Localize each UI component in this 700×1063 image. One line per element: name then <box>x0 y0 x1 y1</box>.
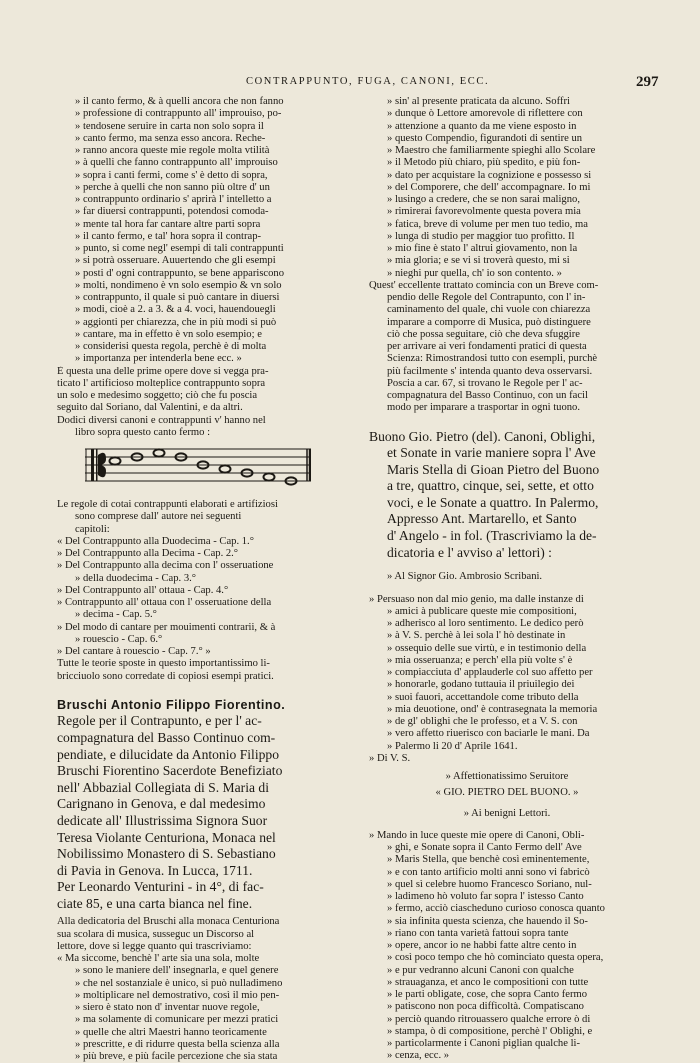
chapter-item: » rouescio - Cap. 6.° <box>75 633 163 645</box>
text-line: » fatica, breve di volume per men tuo tedio, ma <box>387 218 588 230</box>
left-commentary-paragraph <box>57 366 357 440</box>
text-line: lettore, dove si legge quanto qui trascriviamo: <box>57 940 252 952</box>
text-line: un solo e medesimo soggetto; ciò che fu poscia <box>57 390 258 401</box>
text-line: » à V. S. perchè à lei sola l' hò destinate in <box>387 630 566 642</box>
entry-line: Carignano in Genova, e dal medesimo <box>57 796 266 812</box>
text-line: per arrivare ai veri fondamenti pratici di questa <box>387 341 587 352</box>
text-line: modo per imparare a trasportar in ogni tuono. <box>387 402 580 414</box>
text-line: » questo Compendio, figurandoti di sentire un <box>387 132 583 144</box>
text-line: » il canto fermo, e tal' hora sopra il contrap- <box>75 230 262 242</box>
signature-line: « GIO. PIETRO DEL BUONO. » <box>435 787 579 799</box>
text-line: » che nel sostanziale è unico, si può nulladimeno <box>75 977 283 989</box>
text-line: Tutte le teorie sposte in questo importantissimo li- <box>57 658 270 670</box>
text-line: » tendosene seruire in carta non solo sopra il <box>75 120 264 132</box>
text-line: » perciò quando ritrouassero qualche errore ò di <box>387 1013 591 1025</box>
text-line: » il canto fermo, & à quelli ancora che non fanno <box>75 96 284 107</box>
text-line: » lusingo a credere, che se non sarai maligno, <box>387 194 580 205</box>
text-line: » quel sì celebre huomo Francesco Soriano, nul- <box>387 878 592 890</box>
text-line: Scienza: Rimostrandosi tutto con esempli, purchè <box>387 353 598 365</box>
text-line: » quelle che altri Maestri hanno teoricamente <box>75 1026 267 1038</box>
text-line: » dunque ò Lettore amorevole di riflettere con <box>387 108 583 120</box>
text-line: sua scolara di musica, susseguc un Discorso al <box>57 928 255 940</box>
text-line: » ma solamente di comunicare per mezzi pratici <box>75 1014 279 1026</box>
text-line: » ranno ancora queste mie regole molta vtilità <box>75 145 270 156</box>
entry-line: voci, e le Sonate a quattro. In Palermo, <box>387 494 599 510</box>
text-line: » Di V. S. <box>369 752 411 764</box>
text-line: » adherisco al loro sentimento. Le dedico però <box>387 618 584 629</box>
text-line: » e pur vedranno alcuni Canoni con qualche <box>387 964 574 976</box>
text-line: » si potrà osseruare. Auuertendo che gli esempi <box>75 255 276 267</box>
chapter-item: » Del Contrappunto all' ottaua - Cap. 4.° <box>57 584 229 596</box>
text-line: » aggionti per chiarezza, che in più modi si può <box>75 316 277 328</box>
text-line: » Maris Stella, que benchè così eminentemente, <box>387 854 590 866</box>
text-line: » contrappunto ordinario s' aprirà l' intelletto a <box>75 194 272 205</box>
salutation-readers: » Ai benigni Lettori. <box>463 807 551 819</box>
right-column <box>369 96 645 1063</box>
buono-readers-letter <box>369 830 645 1063</box>
whole-note <box>154 449 165 456</box>
text-line: » particolarmente i Canoni piglian qualche li- <box>387 1038 580 1049</box>
text-line: Alla dedicatoria del Bruschi alla monaca Centuriona <box>57 916 280 928</box>
text-line: » molti, nondimeno è vn solo esempio & vn solo <box>75 279 282 291</box>
text-line: » professione di contrappunto all' improuiso, po- <box>75 108 282 120</box>
text-line: » fermo, acciò ciascheduno curioso conosca quanto <box>387 903 605 915</box>
text-line: » lunga di studio per maggior tuo profitto. Il <box>387 230 575 242</box>
text-line: » il Metodo più chiaro, più spedito, e più fon- <box>387 157 581 169</box>
text-line: » rimirerai favorevolmente questa povera mia <box>387 206 581 218</box>
right-quote-bruschi-continued <box>369 96 645 280</box>
entry-line: Nobilissimo Monastero di S. Sebastiano <box>57 846 276 862</box>
text-line: » far diuersi contrappunti, potendosi comoda- <box>75 206 269 218</box>
text-line: » così poco tempo che hò cominciato questa opera, <box>387 952 604 964</box>
left-rules-paragraph <box>57 499 357 536</box>
entry-bruschi <box>57 697 357 913</box>
text-line: » patiscono non poca difficoltà. Compatiscano <box>387 1001 584 1013</box>
entry-line: Teresa Violante Centuriona, Monaca nel <box>57 829 276 845</box>
text-line: » strauaganza, et anco le compositioni con tutte <box>387 976 589 988</box>
page-number: 297 <box>636 74 659 90</box>
entry-line: dedicate all' Illustrissima Signora Suor <box>57 812 268 828</box>
text-line: » mio fine è stato l' altrui giovamento, non la <box>387 243 578 254</box>
letter-closing <box>369 753 645 800</box>
text-line: » sin' al presente praticata da alcuno. Soffri <box>387 96 570 107</box>
chapter-item: « Del Contrappunto alla Duodecima - Cap. 1.° <box>57 535 254 547</box>
text-line: » ladimeno hò voluto far sopra l' istesso Canto <box>387 891 584 902</box>
text-line: » amici à publicare queste mie compositioni, <box>387 605 577 617</box>
right-commentary-paragraph <box>369 280 645 415</box>
text-line: » sopra i canti fermi, come s' è detto di sopra, <box>75 169 268 181</box>
text-line: » cantare, ma in effetto è vn solo esempio; e <box>75 328 262 340</box>
text-line: imparare a comporre di Musica, può distinguere <box>387 316 591 328</box>
entry-line: a tre, quattro, cinque, sei, sette, et otto <box>387 478 594 494</box>
entry-line: Bruschi Fiorentino Sacerdote Benefiziato <box>57 763 283 779</box>
entry-line: nell' Abbazial Collegiata di S. Maria di <box>57 779 269 795</box>
left-theory-paragraph <box>57 658 357 683</box>
text-line: » mia gloria; e se vi si troverà questo, mi si <box>387 255 570 267</box>
chapter-item: » decima - Cap. 5.° <box>75 609 157 621</box>
page-header <box>0 76 700 96</box>
chapter-item: » Del cantare à rouescio - Cap. 7.° » <box>57 646 211 657</box>
text-line: » modi, cioè a 2. a 3. & a 4. voci, hauendouegli <box>75 304 276 316</box>
text-line: » nieghi pur quella, ch' io son contento. » <box>387 267 562 279</box>
entry-line: dicatoria e l' avviso a' lettori) : <box>387 544 552 560</box>
text-line: È questa una delle prime opere dove si vegga pra- <box>57 365 269 377</box>
text-line: » Palermo li 20 d' Aprile 1641. <box>387 740 518 752</box>
entry-heading: Buono Gio. Pietro (del). Canoni, Oblighi, <box>369 428 596 444</box>
text-line: compagnatura del Basso Continuo, con un facil <box>387 390 588 401</box>
chapter-item: » della duodecima - Cap. 3.° <box>75 572 197 584</box>
text-line: caminamento del quale, chi vuole con chiarezza <box>387 304 591 316</box>
text-line: « Ma siccome, benchè l' arte sia una sola, molte <box>57 953 260 965</box>
text-line: » attenzione a quanto da me viene esposto in <box>387 120 577 132</box>
text-line: » e con tanto artificio molti anni sono vi fabricò <box>387 866 590 878</box>
text-line: » sia infinita questa scienza, che hauendo il So- <box>387 915 588 927</box>
text-line: » punto, si come negl' esempi di tali contrappunti <box>75 243 284 254</box>
text-line: » moltiplicare nel demostrativo, così il mio pen- <box>75 989 280 1001</box>
chapter-item: » Del Contrappunto alla Decima - Cap. 2.° <box>57 548 239 559</box>
text-line: » honorarle, godano tuttauia il priuilegio dei <box>387 679 575 691</box>
whole-note <box>220 465 231 472</box>
entry-line: Appresso Ant. Martarello, et Santo <box>387 511 577 527</box>
text-line: sono comprese dall' autore nei seguenti <box>75 511 242 523</box>
salutation-scribani: » Al Signor Gio. Ambrosio Scribani. <box>387 571 543 583</box>
text-line: Dodici diversi canoni e contrappunti v' hanno nel <box>57 414 266 426</box>
text-line: » opere, ancor io ne habbi fatte altre cento in <box>387 940 577 951</box>
text-line: Poscia a car. 67, si trovano le Regole per l' ac- <box>387 377 583 389</box>
left-quote-bruschi-continued <box>57 96 357 366</box>
text-line: » Mando in luce queste mie opere di Canoni, Obli- <box>369 829 585 841</box>
text-line: » cenza, ecc. » <box>387 1050 450 1062</box>
entry-line: ciate 85, e una carta bianca nel fine. <box>57 895 253 911</box>
text-line: libro sopra questo canto fermo : <box>75 426 211 438</box>
text-line: » importanza per intenderla bene ecc. » <box>75 353 242 365</box>
text-line: » dato per acquistare la cognizione e possesso si <box>387 169 592 181</box>
text-line: » compiacciuta d' applauderle col suo affetto per <box>387 667 593 678</box>
text-line: seguito dal Soriano, dal Valentini, e da altri. <box>57 402 243 414</box>
entry-line: Regole per il Contrapunto, e per l' ac- <box>57 713 262 729</box>
text-line: » mia deuotione, ond' è contrasegnata la memoria <box>387 703 598 715</box>
text-line: » sono le maniere dell' insegnarla, e quel genere <box>75 965 279 977</box>
text-line: capitoli: <box>75 523 110 535</box>
text-line: » del Comporere, che dell' accompagnare. Io mi <box>387 181 591 193</box>
text-line: » prescritte, e di ridurre questa bella scienza alla <box>75 1038 280 1050</box>
entry-line: compagnatura del Basso Continuo com- <box>57 729 276 745</box>
text-line: » contrappunto, il quale si può cantare in diuersi <box>75 292 280 303</box>
text-line: » suoi fauori, accettandole come tributo della <box>387 691 579 703</box>
chapter-item: » Del modo di cantare per mouimenti contrarii, & à <box>57 621 276 633</box>
buono-dedication-letter <box>369 594 645 753</box>
text-line: » ghi, e Sonate sopra il Canto Fermo dell' Ave <box>387 842 582 853</box>
text-line: ciò che possa seguitare, ciò che deva sfuggire <box>387 328 580 340</box>
text-line: » posti d' ogni contrappunto, se bene appariscono <box>75 267 285 279</box>
text-line: » ossequio delle sue virtù, e in testimonio della <box>387 642 587 654</box>
text-line: » mia osseruanza; e perch' ella più volte s' è <box>387 654 573 666</box>
entry-line: et Sonate in varie maniere sopra l' Ave <box>387 445 596 461</box>
text-line: » Affettionatissimo Seruitore <box>445 771 569 782</box>
text-line: » à quelli che fanno contrappunto all' improuiso <box>75 157 278 169</box>
left-column <box>57 96 357 1063</box>
entry-line: pendiate, e dilucidate da Antonio Filippo <box>57 746 279 762</box>
text-line: pendio delle Regole del Contrapunto, con l' in- <box>387 292 586 303</box>
chapter-item: » Del Contrappunto alla decima con l' osseruatione <box>57 560 274 572</box>
text-line: » considerisi questa regola, perchè è di molta <box>75 341 267 352</box>
running-title: CONTRAPPUNTO, FUGA, CANONI, ECC. <box>246 76 490 87</box>
text-line: » Maestro che familiarmente spieghi allo Scolare <box>387 145 596 156</box>
text-line: ticato l' artificioso molteplice contrappunto sopra <box>57 377 266 389</box>
text-line: più facilmente s' intenda quanto deva osservarsi. <box>387 365 593 377</box>
text-line: Quest' eccellente trattato comincia con un Breve com- <box>369 279 599 291</box>
text-line: » perche à quelli che non sanno più oltre d' un <box>75 181 270 193</box>
entry-line: di Pavia in Genova. In Lucca, 1711. <box>57 862 253 878</box>
bruschi-dedication-paragraph <box>57 916 357 1063</box>
entry-line: Per Leonardo Venturini - in 4°, di fac- <box>57 879 264 895</box>
text-line: Le regole di cotai contrappunti elaborati e artifiziosi <box>57 499 278 510</box>
music-staff-canto-fermo <box>85 443 311 493</box>
text-line: » più breve, e più facile percezione che sia stata <box>75 1051 278 1063</box>
entry-heading: Bruschi Antonio Filippo Fiorentino. <box>57 697 286 712</box>
text-line: » de gl' oblighi che le professo, et a V. S. con <box>387 716 578 727</box>
text-line: » le parti obligate, cose, che sopra Canto fermo <box>387 989 588 1000</box>
entry-buono <box>369 429 645 562</box>
entry-line: Maris Stella di Gioan Pietro del Buono <box>387 461 600 477</box>
entry-line: d' Angelo - in fol. (Trascriviamo la de- <box>387 528 597 544</box>
whole-note <box>264 473 275 480</box>
chapter-list <box>57 536 357 659</box>
text-line: » mente tal hora far cantare altre parti sopra <box>75 218 261 230</box>
chapter-item: » Contrappunto all' ottaua con l' osseruatione della <box>57 597 272 608</box>
text-line: » Persuaso non dal mio genio, ma dalle instanze di <box>369 593 584 605</box>
text-line: » stampa, ò di compositione, perchè l' Oblighi, e <box>387 1025 593 1037</box>
text-line: bricciuolo sono corredate di copiosi esempi pratici. <box>57 670 274 682</box>
text-line: » vero affetto riuerisco con baciarle le mani. Da <box>387 728 590 740</box>
text-line: » canto fermo, ma senza esso ancora. Reche- <box>75 132 266 144</box>
text-line: » riano con tanta varietà fattoui sopra tante <box>387 927 569 939</box>
whole-note <box>110 457 121 464</box>
text-line: » siero è stato non d' inventar nuove regole, <box>75 1002 260 1014</box>
